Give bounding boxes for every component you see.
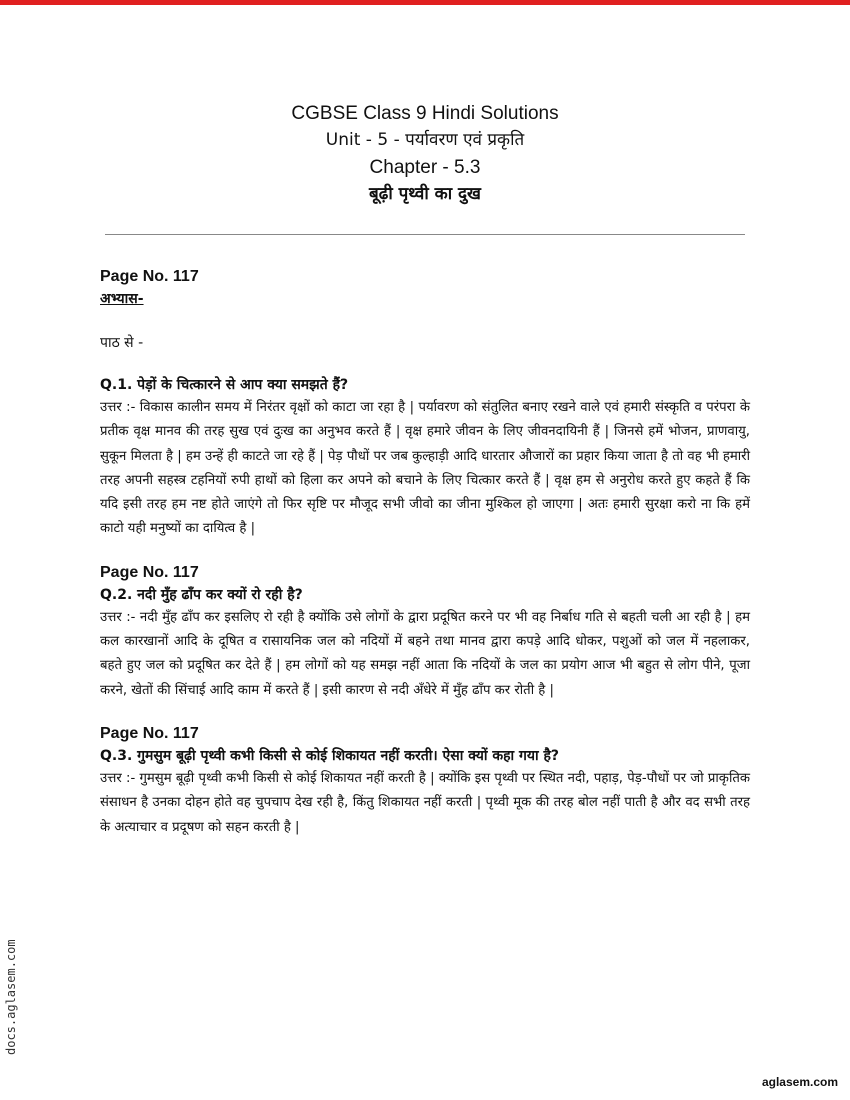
question-block-1 (100, 374, 750, 542)
page-number-label: Page No. 117 (100, 724, 199, 742)
abhyas-heading: अभ्यास- (100, 291, 144, 307)
document-title: CGBSE Class 9 Hindi Solutions (291, 103, 559, 124)
chapter-title: बूढ़ी पृथ्वी का दुख (369, 184, 481, 204)
chapter-number: Chapter - 5.3 (369, 157, 481, 178)
header-divider (105, 234, 745, 235)
answer-text: उत्तर :- गुमसुम बूढ़ी पृथ्वी कभी किसी से कोई शिकायत नहीं करती है | क्योंकि इस पृथ्वी पर स्थित नदी, पहाड़, पेड़-पौधों पर जो प्राकृतिक संसाधन है उनका दोहन होते वह चुपचाप देख रही है, किंतु शिकायत नहीं करती | पृथ्वी मूक की तरह बोल नहीं पाती है और वद सभी तरह के अत्याचार व प्रदूषण को सहन करती है | (100, 770, 750, 835)
document-header (0, 100, 850, 208)
question-text: Q.3. गुमसुम बूढ़ी पृथ्वी कभी किसी से कोई शिकायत नहीं करती। ऐसा क्यों कहा गया है? (100, 747, 560, 764)
question-block-3 (100, 723, 750, 840)
question-block-2 (100, 562, 750, 703)
page-number-label: Page No. 117 (100, 268, 199, 285)
side-url-text: docs.aglasem.com (4, 939, 18, 1055)
top-red-bar (0, 0, 850, 5)
document-body (100, 266, 750, 840)
section-label: पाठ से - (100, 335, 144, 351)
footer-url-text: aglasem.com (761, 1075, 838, 1089)
answer-text: उत्तर :- विकास कालीन समय में निरंतर वृक्षों को काटा जा रहा है | पर्यावरण को संतुलित बनाए रखने वाले एवं हमारी संस्कृति व परंपरा के प्रतीक वृक्ष मानव की तरह सुख एवं दुःख का अनुभव करते हैं | वृक्ष हमारे जीवन के लिए जीवनदायिनी हैं | जिनसे हमें भोजन, प्राणवायु, सुकून मिलता है | हम उन्हें ही काटते जा रहे हैं | पेड़ पौधों पर जब कुल्हाड़ी आदि धारतार औजारों का प्रहार किया जाता है तो वह भी हमारी तरह अपनी सहस्त्र टहनियों रुपी हाथों को हिला कर अपने को बचाने के लिए चित्कार करते हैं | वृक्ष हम से अनुरोध करते हुए कहते हैं कि यदि इसी तरह हम नष्ट होते जाएंगे तो फिर सृष्टि पर मौजूद सभी जीवो का जीना मुश्किल हो जाएगा | अतः हमारी सुरक्षा करो ना कि हमें काटो यही मनुष्यों का दायित्व है | (100, 400, 750, 537)
answer-text: उत्तर :- नदी मुँह ढाँप कर इसलिए रो रही है क्योंकि उसे लोगों के द्वारा प्रदूषित करने पर भी वह निर्बाध गति से बहती चली आ रही है | हम कल कारखानों आदि के दूषित व रासायनिक जल को नदियों में बहने तथा मानव द्वारा कपड़े आदि धोकर, पशुओं को जल में नहलाकर, बहते हुए जल को प्रदूषित कर देते हैं | हम लोगों को यह समझ नहीं आता कि नदियों के जल का प्रयोग आज भी बहुत से लोग पीने, पूजा करने, खेतों की सिंचाई आदि काम में करते हैं | इसी कारण से नदी अँधेरे में मुँह ढाँप कर रोती है | (100, 609, 750, 698)
question-text: Q.1. पेड़ों के चित्कारने से आप क्या समझते हैं? (100, 377, 349, 393)
question-text: Q.2. नदी मुँह ढाँप कर क्यों रो रही है? (100, 586, 303, 603)
page-number-label: Page No. 117 (100, 563, 199, 581)
unit-title: Unit - 5 - पर्यावरण एवं प्रकृति (325, 130, 525, 150)
